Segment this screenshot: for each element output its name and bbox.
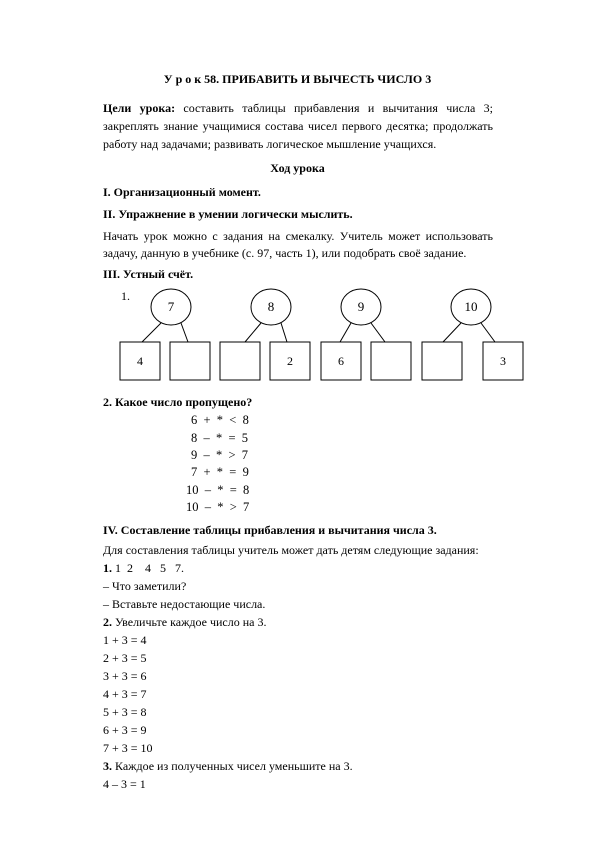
whole-number: 10 — [464, 299, 478, 314]
part-box-left — [422, 342, 462, 380]
goals-line-1 — [103, 101, 493, 115]
task-c-number: 3. — [103, 759, 112, 773]
goals-line-2: закреплять знание учащимися состава чисел первого десятка; продолжать — [103, 119, 493, 133]
task-1-number: 1. — [121, 289, 130, 303]
part-number-left: 4 — [137, 354, 143, 368]
whole-number: 9 — [357, 299, 365, 314]
task-2-title: 2. Какое число пропущено? — [103, 395, 253, 409]
goals-label: Цели урока: — [103, 101, 176, 115]
task-c-text: Каждое из полученных чисел уменьшите на 3. — [112, 759, 353, 773]
equation: 9 – * > 7 — [191, 448, 249, 462]
equation: 10 – * > 7 — [186, 500, 250, 514]
task-a — [103, 561, 184, 575]
section-4-heading: IV. Составление таблицы прибавления и вычитания числа 3. — [103, 523, 437, 537]
addition-row: 5 + 3 = 8 — [103, 705, 147, 719]
whole-number: 7 — [167, 299, 175, 314]
task-c — [103, 759, 353, 773]
section-3-heading: III. Устный счёт. — [103, 267, 194, 281]
addition-row: 3 + 3 = 6 — [103, 669, 147, 683]
equation: 8 – * = 5 — [191, 431, 249, 445]
addition-row: 1 + 3 = 4 — [103, 633, 147, 647]
addition-row: 6 + 3 = 9 — [103, 723, 147, 737]
whole-number: 8 — [267, 299, 275, 314]
subtraction-row: 4 – 3 = 1 — [103, 777, 146, 791]
addition-row: 2 + 3 = 5 — [103, 651, 147, 665]
section-2-heading: II. Упражнение в умении логически мыслить. — [103, 207, 353, 221]
question-2: – Вставьте недостающие числа. — [103, 597, 266, 611]
section-4-intro: Для составления таблицы учитель может дать детям следующие задания: — [103, 543, 479, 557]
section-2-text-2: задачу, данную в учебнике (с. 97, часть 1), или подобрать своё задание. — [103, 246, 467, 260]
part-box-right — [371, 342, 411, 380]
number-composition-diagram — [115, 285, 530, 385]
part-number-left: 6 — [338, 354, 344, 368]
part-box-left — [220, 342, 260, 380]
part-number-right: 3 — [500, 354, 506, 368]
composition-group-4 — [422, 289, 523, 380]
section-1-heading: I. Организационный момент. — [103, 185, 261, 199]
part-number-right: 2 — [287, 354, 293, 368]
part-box-right — [170, 342, 210, 380]
composition-group-2 — [220, 289, 310, 380]
composition-group-3 — [321, 289, 411, 380]
equation: 6 + * < 8 — [191, 413, 249, 427]
task-b — [103, 615, 266, 629]
composition-group-1 — [120, 289, 210, 380]
lesson-title: У р о к 58. ПРИБАВИТЬ И ВЫЧЕСТЬ ЧИСЛО 3 — [163, 72, 432, 86]
equation: 10 – * = 8 — [186, 483, 250, 497]
question-1: – Что заметили? — [103, 579, 187, 593]
equation: 7 + * = 9 — [191, 465, 249, 479]
task-b-number: 2. — [103, 615, 112, 629]
section-2-text-1: Начать урок можно с задания на смекалку. Учитель может использовать — [103, 229, 493, 243]
task-a-text: 1 2 4 5 7. — [112, 561, 184, 575]
addition-row: 4 + 3 = 7 — [103, 687, 147, 701]
addition-row: 7 + 3 = 10 — [103, 741, 153, 755]
goals-line-3: работу над задачами; развивать логическое мышление учащихся. — [103, 137, 437, 151]
course-heading: Ход урока — [270, 161, 325, 175]
task-a-number: 1. — [103, 561, 112, 575]
task-b-text: Увеличьте каждое число на 3. — [112, 615, 267, 629]
goals-text-1: составить таблицы прибавления и вычитания числа 3; — [183, 101, 493, 115]
